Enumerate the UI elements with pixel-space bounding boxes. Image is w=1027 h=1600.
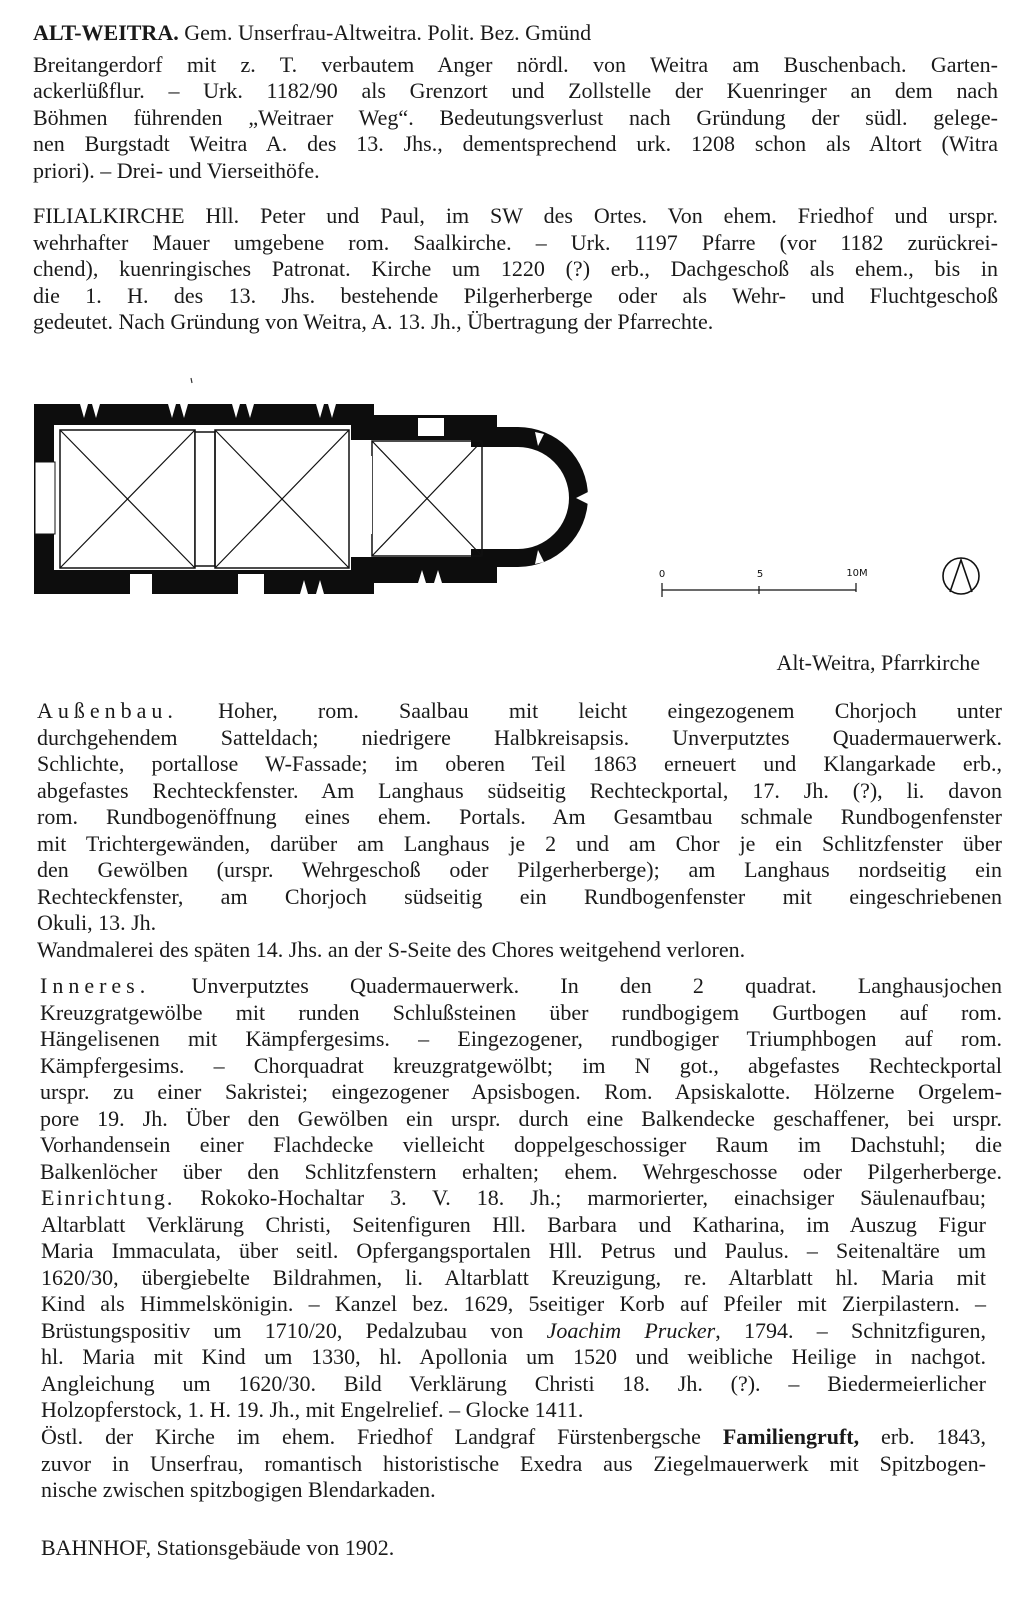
apse-interior: [470, 447, 569, 549]
place-heading: ALT-WEITRA.: [33, 20, 179, 45]
intro-line: ackerlüßflur. – Urk. 1182/90 als Grenzort und Zollstelle der Kuenringer an dem nach: [33, 78, 998, 103]
inneres-line: Vorhandensein einer Flachdecke vielleicht doppelgeschossiger Raum im Dachstuhl; die: [40, 1132, 1002, 1157]
inneres-line: Hängelisenen mit Kämpfergesims. – Eingezogener, rundbogiger Triumphbogen auf rom.: [40, 1026, 1002, 1051]
scale-label-10m: 10M: [846, 568, 868, 579]
gruft-line: nische zwischen spitzbogigen Blendarkaden.: [41, 1477, 436, 1502]
aussenbau-line: durchgehendem Satteldach; niedrigere Halbkreisapsis. Unverputztes Quadermauerwerk.: [37, 724, 1002, 750]
einrichtung-line: Holzopferstock, 1. H. 19. Jh., mit Engelrelief. – Glocke 1411.: [41, 1397, 584, 1422]
inneres-line: pore 19. Jh. Über den Gewölben ein urspr. durch eine Balkendecke geschaffener, bei urspr.: [40, 1105, 1002, 1131]
einrichtung-line: Altarblatt Verklärung Christi, Seitenfiguren Hll. Barbara und Katharina, im Auszug Figur: [41, 1211, 986, 1237]
north-arrow-icon: [943, 558, 979, 594]
bahnhof-line: BAHNHOF, Stationsgebäude von 1902.: [41, 1535, 395, 1560]
aussenbau-line: Rechteckfenster, am Chorjoch südseitig ein Rundbogenfenster mit eingeschriebenen: [37, 883, 1002, 909]
einrichtung-line: Maria Immaculata, über seitl. Opfergangsportalen Hll. Petrus und Paulus. – Seitenaltäre um: [41, 1238, 986, 1263]
place-heading-rest: Gem. Unserfrau-Altweitra. Polit. Bez. Gmünd: [178, 20, 592, 45]
church-floor-plan: [34, 378, 588, 594]
aussenbau-line: Schlichte, portallose W-Fassade; im oberen Teil 1863 erneuert und Klangarkade erb.,: [37, 751, 1002, 776]
einrichtung-section: [41, 1185, 986, 1424]
inneres-line: urspr. zu einer Sakristei; eingezogener Apsisbogen. Rom. Apsiskalotte. Hölzerne Orgelem-: [40, 1079, 1002, 1104]
einrichtung-line: hl. Maria mit Kind um 1330, hl. Apollonia um 1520 und weibliche Heilige in nachgot.: [41, 1344, 986, 1369]
church-line: FILIALKIRCHE Hll. Peter und Paul, im SW des Ortes. Von ehem. Friedhof und urspr.: [33, 203, 998, 228]
gruft-section: [41, 1424, 986, 1504]
aussenbau-line: Okuli, 13. Jh.: [37, 910, 157, 935]
aussenbau-line: rom. Rundbogenöffnung eines ehem. Portals. Am Gesamtbau schmale Rundbogenfenster: [37, 804, 1002, 829]
scale-bar: [659, 568, 868, 597]
south-opening: [130, 574, 152, 594]
inneres-line: Kämpfergesims. – Chorquadrat kreuzgratgewölbt; im N got., abgefastes Rechteckportal: [40, 1052, 1002, 1078]
einrichtung-label: Einrichtung.: [41, 1185, 175, 1210]
west-facade-recess: [35, 462, 55, 534]
einrichtung-line: Angleichung um 1620/30. Bild Verklärung Christi 18. Jh. (?). – Biedermeierlicher: [41, 1370, 986, 1396]
inneres-first-line: Inneres. Unverputztes Quadermauerwerk. In den 2 quadrat. Langhausjochen: [40, 973, 1002, 998]
aussenbau-line: den Gewölben (urspr. Wehrgeschoß oder Pilgerherberge); am Langhaus nordseitig ein: [37, 857, 1002, 882]
transverse-arch: [195, 432, 215, 566]
figure-caption: Alt-Weitra, Pfarrkirche: [776, 650, 980, 675]
intro-line: priori). – Drei- und Vierseithöfe.: [33, 157, 320, 183]
familiengruft-term: Familiengruft,: [722, 1424, 860, 1449]
north-portal: [418, 418, 444, 436]
inneres-line: Balkenlöcher über den Schlitzfenstern erhalten; ehem. Wehrgeschosse oder Pilgerherberge.: [40, 1158, 1002, 1184]
aussenbau-first-line: Außenbau. Hoher, rom. Saalbau mit leicht eingezogenem Chorjoch unter: [37, 698, 1002, 723]
einrichtung-first-line: Einrichtung. Rokoko-Hochaltar 3. V. 18. Jh.; marmorierter, einachsiger Säulenaufbau;: [41, 1185, 986, 1210]
intro-line: nen Burgstadt Weitra A. des 13. Jhs., dementsprechend urk. 1208 schon als Altort (Witra: [33, 131, 998, 156]
organ-builder-name: Joachim Prucker: [546, 1317, 716, 1343]
church-line: die 1. H. des 13. Jhs. bestehende Pilgerherberge oder als Wehr- und Fluchtgeschoß: [33, 282, 998, 308]
intro-line: Breitangerdorf mit z. T. verbautem Anger nördl. von Weitra am Buschenbach. Garten-: [33, 51, 998, 77]
aussenbau-label: Außenbau.: [37, 698, 178, 723]
inneres-line: Kreuzgratgewölbe mit runden Schlußsteinen über rundbogigem Gurtbogen auf rom.: [40, 999, 1002, 1025]
church-line: wehrhafter Mauer umgebene rom. Saalkirche. – Urk. 1197 Pfarre (vor 1182 zurückrei-: [33, 229, 998, 255]
scale-label-0: 0: [658, 569, 666, 580]
gruft-line: zuvor in Unserfrau, romantisch historistische Exedra aus Ziegelmauerwerk mit Spitzbogen-: [41, 1450, 986, 1476]
einrichtung-line: Kind als Himmelskönigin. – Kanzel bez. 1629, 5seitiger Korb auf Pfeiler mit Zierpilastern. –: [41, 1291, 986, 1316]
aussenbau-line: Wandmalerei des späten 14. Jhs. an der S-Seite des Chores weitgehend verloren.: [37, 936, 746, 962]
bahnhof-section: [41, 1535, 986, 1562]
inneres-label: Inneres.: [40, 973, 151, 998]
aussenbau-line: abgefastes Rechteckfenster. Am Langhaus südseitig Rechteckportal, 17. Jh. (?), li. davon: [37, 777, 1002, 803]
intro-line: Böhmen führenden „Weitraer Weg“. Bedeutungsverlust nach Gründung der südl. gelege-: [33, 104, 998, 130]
triumphal-arch: [350, 456, 372, 534]
south-portal: [238, 574, 264, 594]
floor-plan-figure: [0, 0, 1027, 700]
gruft-first-line: Östl. der Kirche im ehem. Friedhof Landgraf Fürstenbergsche Familiengruft, erb. 1843,: [41, 1424, 986, 1449]
church-line: gedeutet. Nach Gründung von Weitra, A. 13. Jh., Übertragung der Pfarrechte.: [33, 309, 714, 334]
scale-label-5: 5: [756, 569, 764, 580]
inneres-section: [40, 973, 1002, 1185]
aussenbau-line: mit Trichtergewänden, darüber am Langhaus je 2 und am Chor je ein Schlitzfenster über: [37, 830, 1002, 856]
aussenbau-section: [37, 698, 1002, 963]
church-line: chend), kuenringisches Patronat. Kirche um 1220 (?) erb., Dachgeschoß als ehem., bis in: [33, 256, 998, 281]
organ-line: Brüstungspositiv um 1710/20, Pedalzubau von Joachim Prucker, 1794. – Schnitzfiguren,: [41, 1317, 987, 1343]
einrichtung-line: 1620/30, übergiebelte Bildrahmen, li. Altarblatt Kreuzigung, re. Altarblatt hl. Maria mit: [41, 1264, 986, 1290]
